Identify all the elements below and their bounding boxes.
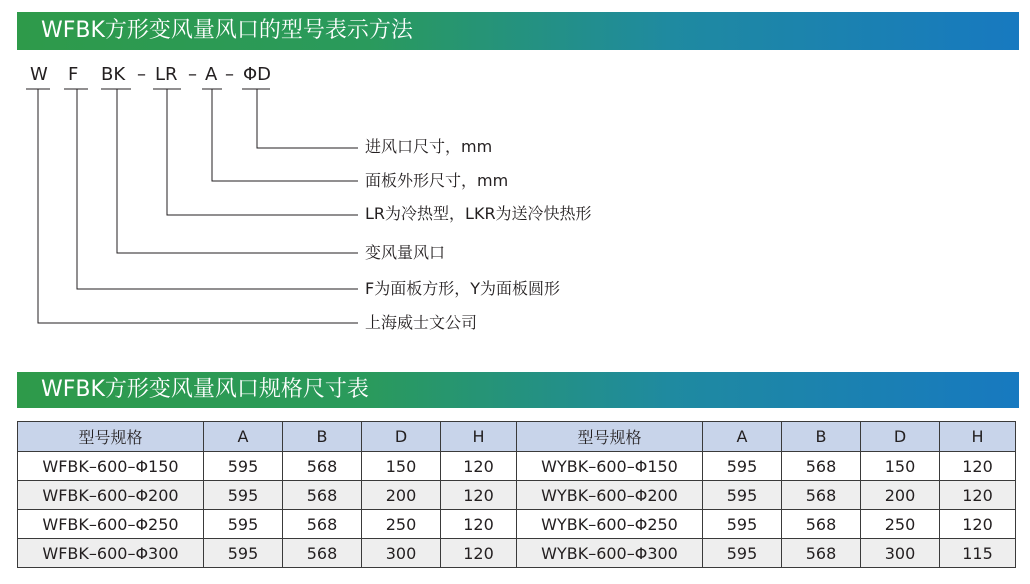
table-cell: WFBK–600–Φ200	[18, 481, 204, 510]
column-header: 型号规格	[517, 422, 703, 452]
code-segment-a: A	[205, 64, 218, 85]
table-row	[18, 481, 1016, 510]
table-cell: 568	[283, 481, 362, 510]
table-cell: 568	[782, 510, 861, 539]
table-cell: WFBK–600–Φ250	[18, 510, 204, 539]
table-cell: 568	[782, 452, 861, 481]
table-cell: 115	[940, 539, 1016, 568]
table-cell: 568	[283, 510, 362, 539]
table-cell: 568	[283, 452, 362, 481]
table-cell: 568	[283, 539, 362, 568]
table-cell: WYBK–600–Φ300	[517, 539, 703, 568]
column-header: A	[204, 422, 283, 452]
column-header: D	[362, 422, 441, 452]
table-cell: 595	[204, 452, 283, 481]
table-cell: 568	[782, 481, 861, 510]
table-row	[18, 452, 1016, 481]
table-cell: 250	[861, 510, 940, 539]
connector-phid	[257, 89, 358, 148]
column-header: B	[782, 422, 861, 452]
table-cell: 250	[362, 510, 441, 539]
connector-a	[212, 89, 358, 181]
code-segment-w: W	[30, 64, 48, 85]
code-segment-f: F	[68, 64, 79, 85]
section-title-banner	[17, 12, 1019, 50]
table-cell: WFBK–600–Φ300	[18, 539, 204, 568]
legend-type: LR为冷热型，LKR为送冷快热形	[365, 204, 592, 223]
table-header-row	[18, 422, 1016, 452]
table-cell: 595	[204, 539, 283, 568]
table-cell: WYBK–600–Φ150	[517, 452, 703, 481]
table-cell: 300	[362, 539, 441, 568]
table-cell: 150	[861, 452, 940, 481]
column-header: 型号规格	[18, 422, 204, 452]
code-connector-lines	[0, 60, 380, 340]
table-cell: 200	[362, 481, 441, 510]
table-cell: 595	[703, 452, 782, 481]
connector-bk	[117, 89, 358, 253]
table-cell: 120	[441, 510, 517, 539]
table-cell: 568	[782, 539, 861, 568]
table-cell: 595	[703, 481, 782, 510]
table-row	[18, 539, 1016, 568]
table-cell: 120	[940, 452, 1016, 481]
legend-panel-size: 面板外形尺寸，mm	[365, 171, 509, 190]
spec-table	[17, 421, 1016, 568]
table-cell: 595	[703, 510, 782, 539]
code-segment-bk: BK	[101, 64, 126, 85]
table-cell: 595	[703, 539, 782, 568]
section-title-banner	[17, 372, 1019, 408]
connector-w	[38, 89, 358, 323]
table-cell: 200	[861, 481, 940, 510]
table-cell: WYBK–600–Φ250	[517, 510, 703, 539]
code-dash: –	[188, 64, 197, 85]
table-cell: 300	[861, 539, 940, 568]
section-title: WFBK方形变风量风口规格尺寸表	[41, 377, 369, 402]
legend-product: 变风量风口	[365, 243, 446, 262]
connector-lr	[167, 89, 358, 215]
table-cell: 595	[204, 510, 283, 539]
legend-company: 上海威士文公司	[365, 313, 478, 332]
legend-panel-shape: F为面板方形，Y为面板圆形	[365, 279, 560, 298]
column-header: H	[940, 422, 1016, 452]
table-cell: WYBK–600–Φ200	[517, 481, 703, 510]
connector-f	[77, 89, 358, 289]
section-title: WFBK方形变风量风口的型号表示方法	[41, 18, 413, 43]
table-cell: 120	[441, 452, 517, 481]
column-header: A	[703, 422, 782, 452]
table-cell: 120	[441, 539, 517, 568]
table-cell: 120	[940, 481, 1016, 510]
table-cell: 120	[940, 510, 1016, 539]
code-dash: –	[225, 64, 234, 85]
column-header: D	[861, 422, 940, 452]
legend-inlet-size: 进风口尺寸，mm	[365, 137, 493, 156]
table-cell: 120	[441, 481, 517, 510]
table-cell: WFBK–600–Φ150	[18, 452, 204, 481]
code-segment-lr: LR	[155, 64, 178, 85]
code-segment-phid: ΦD	[243, 64, 272, 85]
table-row	[18, 510, 1016, 539]
column-header: H	[441, 422, 517, 452]
code-dash: –	[137, 64, 146, 85]
column-header: B	[283, 422, 362, 452]
table-cell: 595	[204, 481, 283, 510]
table-cell: 150	[362, 452, 441, 481]
